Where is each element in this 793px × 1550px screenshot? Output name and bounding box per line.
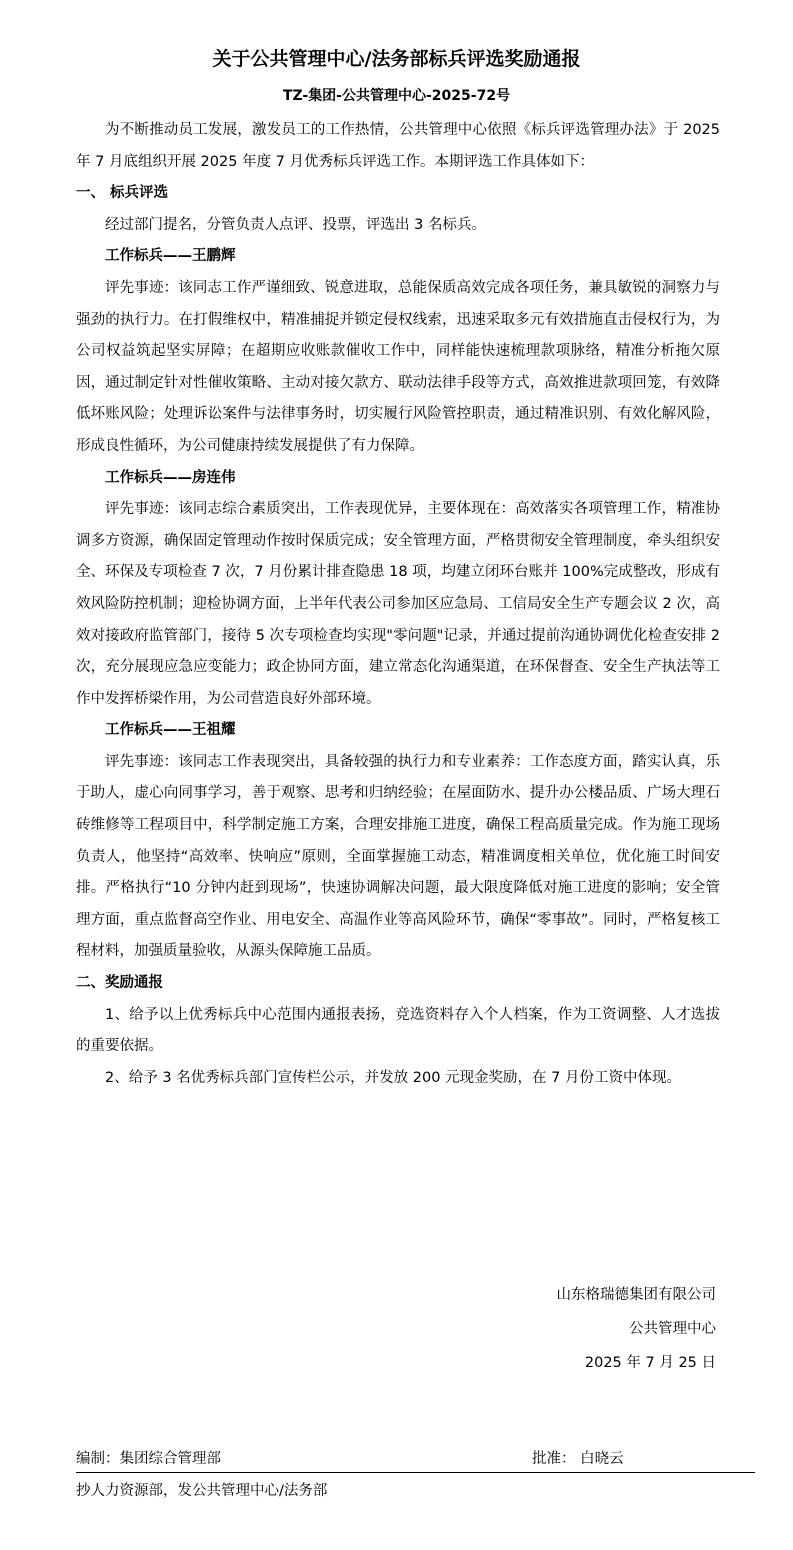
footer-approval-row xyxy=(76,1446,755,1473)
reward-item-1: 1、给予以上优秀标兵中心范围内通报表扬，竞选资料存入个人档案，作为工资调整、人才选拔的重要依据。 xyxy=(76,1006,720,1055)
section-heading-reward: 二、奖励通报 xyxy=(76,975,163,992)
reward-item-2: 2、给予 3 名优秀标兵部门宣传栏公示，并发放 200 元现金奖励，在 7 月份工资中体现。 xyxy=(105,1069,682,1086)
document-title: 关于公共管理中心/法务部标兵评选奖励通报 xyxy=(212,48,581,70)
selection-summary: 经过部门提名，分管负责人点评、投票，评选出 3 名标兵。 xyxy=(105,216,486,233)
awardee-deeds-2: 评先事迹：该同志综合素质突出，工作表现优异，主要体现在：高效落实各项管理工作，精准协调多方资源，确保固定管理动作按时保质完成；安全管理方面，严格贯彻安全管理制度，牵头组织安全、环保及专项检查 7 次，7 月份累计排查隐患 18 项，均建立闭环台账并 100%完成整改，形成有效风险防控机制；迎检协调方面，上半年代表公司参加区应急局、工信局安全生产专题会议 2 次，高效对接政府监管部门，接待 5 次专项检查均实现"零问题"记录，并通过提前沟通协调优化检查安排 2 次，充分展现应急应变能力；政企协同方面，建立常态化沟通渠道，在环保督查、安全生产执法等工作中发挥桥梁作用，为公司营造良好外部环境。 xyxy=(76,501,720,707)
signature-date: 2025 年 7 月 25 日 xyxy=(584,1355,716,1371)
signature-company: 山东格瑞德集团有限公司 xyxy=(556,1287,716,1303)
signature-department: 公共管理中心 xyxy=(629,1321,716,1337)
awardee-deeds-3: 评先事迹：该同志工作表现突出，具备较强的执行力和专业素养：工作态度方面，踏实认真，乐于助人，虚心向同事学习，善于观察、思考和归纳经验；在屋面防水、提升办公楼品质、广场大理石砖维修等工程项目中，科学制定施工方案，合理安排施工进度，确保工程高质量完成。作为施工现场负责人，他坚持“高效率、快响应”原则，全面掌握施工动态，精准调度相关单位，优化施工时间安排。严格执行“10 分钟内赶到现场”，快速协调解决问题，最大限度降低对施工进度的影响；安全管理方面，重点监督高空作业、用电安全、高温作业等高风险环节，确保“零事故”。同时，严格复核工程材料，加强质量验收，从源头保障施工品质。 xyxy=(76,753,720,960)
document-number: TZ-集团-公共管理中心-2025-72号 xyxy=(282,88,511,104)
awardee-heading-2: 工作标兵——房连伟 xyxy=(105,469,236,486)
approved-by: 批准： 白晓云 xyxy=(532,1451,624,1467)
signature-block xyxy=(557,1278,717,1380)
awardee-deeds-1: 评先事迹：该同志工作严谨细致、锐意进取，总能保质高效完成各项任务，兼具敏锐的洞察力与强劲的执行力。在打假维权中，精准捕捉并锁定侵权线索，迅速采取多元有效措施直击侵权行为，为公司权益筑起坚实屏障；在超期应收账款催收工作中，同样能快速梳理款项脉络，精准分析拖欠原因，通过制定针对性催收策略、主动对接欠款方、联动法律手段等方式，高效推进款项回笼，有效降低坏账风险；处理诉讼案件与法律事务时，切实履行风险管控职责，通过精准识别、有效化解风险，形成良性循环，为公司健康持续发展提供了有力保障。 xyxy=(76,279,720,454)
document-body xyxy=(76,115,720,1094)
intro-paragraph: 为不断推动员工发展，激发员工的工作热情，公共管理中心依照《标兵评选管理办法》于 2025 年 7 月底组织开展 2025 年度 7 月优秀标兵评选工作。本期评选工作具体如下： xyxy=(76,122,720,170)
awardee-heading-1: 工作标兵——王鹏辉 xyxy=(105,248,236,265)
compiled-by: 编制：集团综合管理部 xyxy=(76,1451,221,1467)
section-heading-selection: 一、 标兵评选 xyxy=(76,185,169,202)
footer-cc: 抄人力资源部，发公共管理中心/法务部 xyxy=(76,1483,328,1499)
awardee-heading-3: 工作标兵——王祖耀 xyxy=(105,722,236,739)
